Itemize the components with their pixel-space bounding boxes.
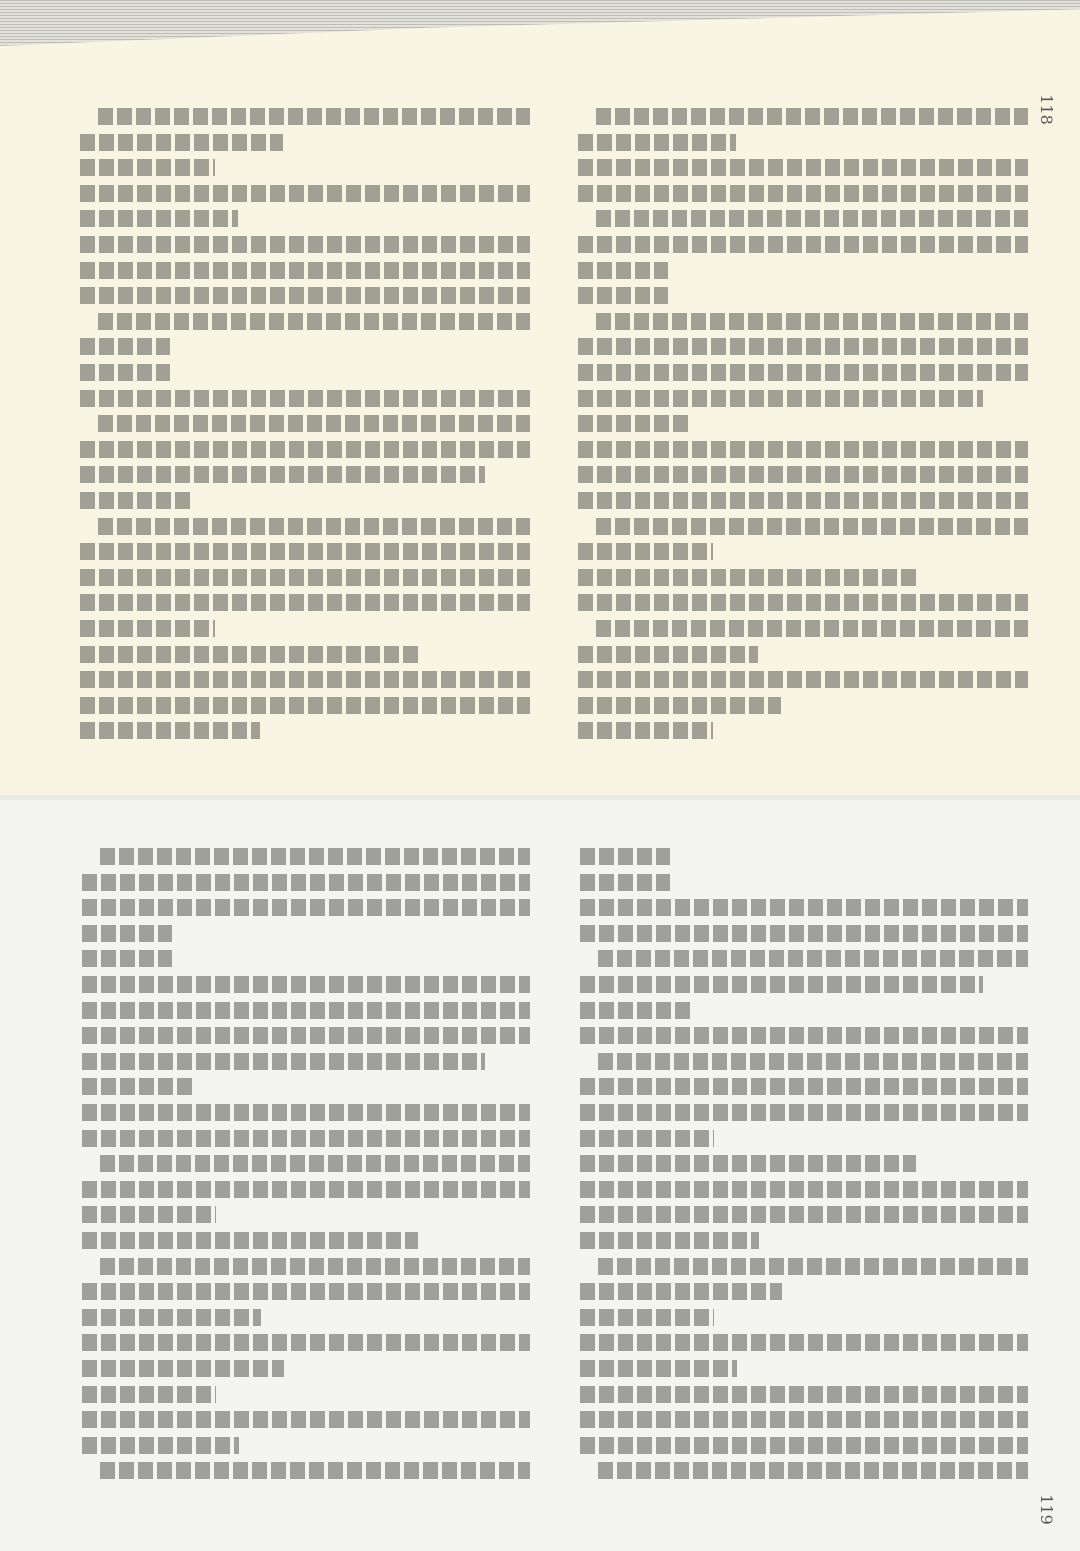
text-line-placeholder (82, 874, 530, 891)
text-line-placeholder (580, 1002, 692, 1019)
text-line-placeholder (578, 236, 1028, 253)
text-line-placeholder (580, 1360, 737, 1377)
text-line-placeholder (580, 1206, 1028, 1223)
text-line-placeholder (596, 518, 1028, 535)
text-line-placeholder (100, 848, 530, 865)
text-line-placeholder (580, 1027, 1028, 1044)
text-line-placeholder (578, 134, 736, 151)
text-line-placeholder (82, 976, 530, 993)
text-line-placeholder (82, 1411, 530, 1428)
text-line-placeholder (82, 1181, 530, 1198)
text-line-placeholder (596, 108, 1028, 125)
text-line-placeholder (578, 262, 668, 279)
text-line-placeholder (578, 569, 916, 586)
text-line-placeholder (598, 1258, 1028, 1275)
text-line-placeholder (578, 415, 691, 432)
text-line-placeholder (82, 1027, 530, 1044)
text-line-placeholder (578, 364, 1028, 381)
text-line-placeholder (578, 287, 668, 304)
text-line-placeholder (80, 210, 238, 227)
text-line-placeholder (578, 390, 983, 407)
text-line-placeholder (82, 1437, 239, 1454)
text-line-placeholder (80, 646, 418, 663)
text-line-placeholder (580, 1437, 1028, 1454)
text-line-placeholder (82, 1360, 284, 1377)
text-line-placeholder (80, 594, 530, 611)
text-line-placeholder (580, 1411, 1028, 1428)
text-line-placeholder (578, 441, 1028, 458)
text-line-placeholder (580, 1309, 714, 1326)
page-119 (0, 800, 1080, 1551)
text-line-placeholder (80, 671, 530, 688)
text-line-placeholder (578, 594, 1028, 611)
text-line-placeholder (82, 1206, 216, 1223)
text-line-placeholder (100, 1258, 530, 1275)
text-line-placeholder (80, 722, 260, 739)
text-line-placeholder (82, 1053, 485, 1070)
page-number: 119 (1037, 1494, 1057, 1525)
text-line-placeholder (578, 466, 1028, 483)
text-line-placeholder (82, 899, 530, 916)
text-line-placeholder (80, 338, 170, 355)
text-line-placeholder (580, 1283, 782, 1300)
text-line-placeholder (82, 1283, 530, 1300)
text-line-placeholder (580, 1078, 1028, 1095)
text-line-placeholder (580, 1130, 714, 1147)
text-line-placeholder (82, 1078, 194, 1095)
text-line-placeholder (580, 899, 1028, 916)
text-line-placeholder (82, 1309, 261, 1326)
page-number: 118 (1037, 94, 1057, 125)
text-line-placeholder (578, 159, 1028, 176)
text-line-placeholder (578, 697, 781, 714)
text-line-placeholder (580, 1386, 1028, 1403)
text-line-placeholder (80, 620, 215, 637)
text-line-placeholder (80, 185, 530, 202)
text-line-placeholder (596, 620, 1028, 637)
text-line-placeholder (98, 415, 530, 432)
text-line-placeholder (80, 466, 485, 483)
text-line-placeholder (580, 1181, 1028, 1198)
text-line-placeholder (80, 159, 215, 176)
text-line-placeholder (82, 950, 172, 967)
text-line-placeholder (578, 671, 1028, 688)
text-line-placeholder (82, 1002, 530, 1019)
text-line-placeholder (80, 364, 170, 381)
text-line-placeholder (80, 569, 530, 586)
text-line-placeholder (82, 1334, 530, 1351)
text-line-placeholder (598, 1053, 1028, 1070)
text-line-placeholder (80, 287, 530, 304)
text-line-placeholder (578, 646, 758, 663)
text-line-placeholder (580, 1155, 916, 1172)
text-line-placeholder (580, 1104, 1028, 1121)
stacked-page-edges (0, 0, 1080, 46)
text-line-placeholder (98, 518, 530, 535)
text-line-placeholder (578, 543, 713, 560)
text-line-placeholder (80, 236, 530, 253)
text-line-placeholder (580, 848, 670, 865)
text-line-placeholder (578, 338, 1028, 355)
text-line-placeholder (596, 313, 1028, 330)
text-line-placeholder (82, 1130, 530, 1147)
text-line-placeholder (596, 210, 1028, 227)
text-line-placeholder (580, 1232, 759, 1249)
text-line-placeholder (82, 1104, 530, 1121)
text-line-placeholder (100, 1462, 530, 1479)
text-line-placeholder (80, 134, 283, 151)
text-line-placeholder (578, 185, 1028, 202)
text-line-placeholder (578, 722, 713, 739)
text-line-placeholder (580, 976, 983, 993)
text-line-placeholder (82, 1386, 216, 1403)
text-line-placeholder (80, 441, 530, 458)
text-line-placeholder (82, 925, 172, 942)
text-line-placeholder (580, 874, 670, 891)
text-line-placeholder (580, 925, 1028, 942)
text-line-placeholder (580, 1334, 1028, 1351)
text-line-placeholder (98, 108, 530, 125)
text-line-placeholder (578, 492, 1028, 509)
text-line-placeholder (598, 1462, 1028, 1479)
text-line-placeholder (98, 313, 530, 330)
text-line-placeholder (80, 390, 530, 407)
text-line-placeholder (80, 262, 530, 279)
text-line-placeholder (100, 1155, 530, 1172)
text-line-placeholder (80, 697, 530, 714)
text-line-placeholder (80, 492, 193, 509)
text-line-placeholder (80, 543, 530, 560)
text-line-placeholder (82, 1232, 418, 1249)
text-line-placeholder (598, 950, 1028, 967)
